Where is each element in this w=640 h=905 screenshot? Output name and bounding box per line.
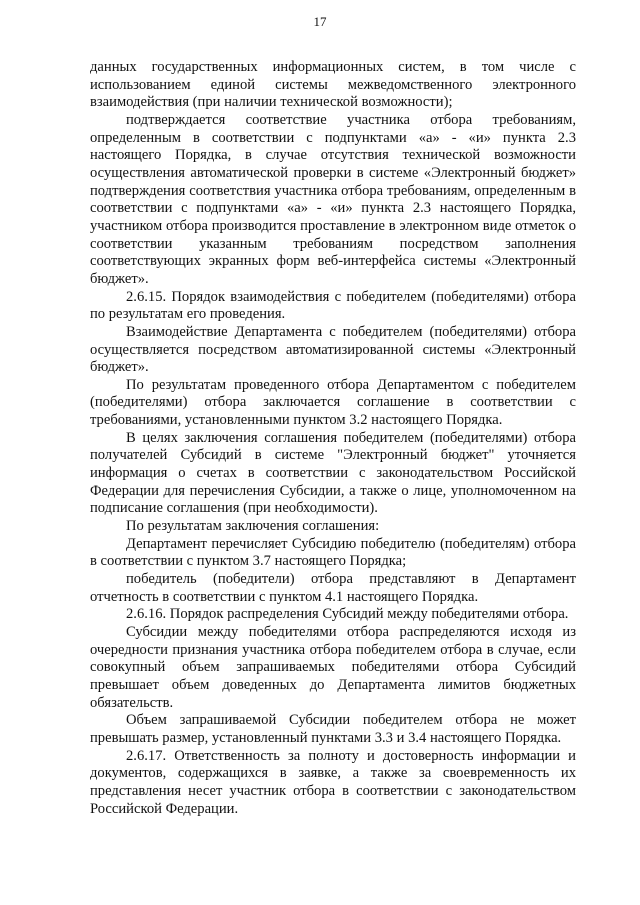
paragraph: По результатам заключения соглашения: <box>126 518 380 535</box>
paragraph: Департамент перечисляет Субсидию победителю (победителям) отбора в соответствии с пунктом 3.7 настоящего Порядка; <box>90 535 576 570</box>
section-heading-2-6-16: 2.6.16. Порядок распределения Субсидий между победителями отбора. <box>126 606 569 623</box>
paragraph: В целях заключения соглашения победителем (победителями) отбора получателей Субсидий в системе "Электронный бюджет" уточняется информация о счетах в соответствии с законодательством Российской Федерации для перечисления Субсидии, а также о лице, уполномоченном на подписание соглашения (при необходимости). <box>90 429 576 517</box>
paragraph: Взаимодействие Департамента с победителем (победителями) отбора осуществляется посредством автоматизированной системы «Электронный бюджет». <box>90 323 576 376</box>
document-body <box>90 59 576 818</box>
section-heading-2-6-15: 2.6.15. Порядок взаимодействия с победителем (победителями) отбора по результатам его проведения. <box>90 288 576 323</box>
paragraph: данных государственных информационных систем, в том числе с использованием единой системы межведомственного электронного взаимодействия (при наличии технической возможности); <box>90 59 576 111</box>
paragraph: Объем запрашиваемой Субсидии победителем отбора не может превышать размер, установленный пунктами 3.3 и 3.4 настоящего Порядка. <box>90 712 576 746</box>
paragraph: По результатам проведенного отбора Департаментом с победителем (победителями) отбора заключается соглашение в соответствии с требованиями, установленными пунктом 3.2 настоящего Порядка. <box>90 376 576 429</box>
section-heading-2-6-17: 2.6.17. Ответственность за полноту и достоверность информации и документов, содержащихся в заявке, а также за своевременность их представления несет участник отбора в соответствии с законодательством Российской Федерации. <box>90 747 576 817</box>
paragraph: победитель (победители) отбора представляют в Департамент отчетность в соответствии с пунктом 4.1 настоящего Порядка. <box>90 571 576 605</box>
paragraph: подтверждается соответствие участника отбора требованиям, определенным в соответствии с подпунктами «а» - «и» пункта 2.3 настоящего Порядка, в случае отсутствия технической возможности осуществления автоматической проверки в системе «Электронный бюджет» подтверждения соответствия участника отбора требованиям, определенным в соответствии с подпунктами «а» - «и» пункта 2.3 настоящего Порядка, участником отбора производится проставление в электронном виде отметок о соответствии указанным требованиям посредством заполнения соответствующих экранных форм веб-интерфейса системы «Электронный бюджет». <box>90 111 576 287</box>
page-number: 17 <box>313 14 327 29</box>
paragraph: Субсидии между победителями отбора распределяются исходя из очередности признания участника отбора победителем отбора в случае, если совокупный объем запрашиваемых победителями отбора Субсидий превышает объем доведенных до Департамента лимитов бюджетных обязательств. <box>90 624 576 711</box>
